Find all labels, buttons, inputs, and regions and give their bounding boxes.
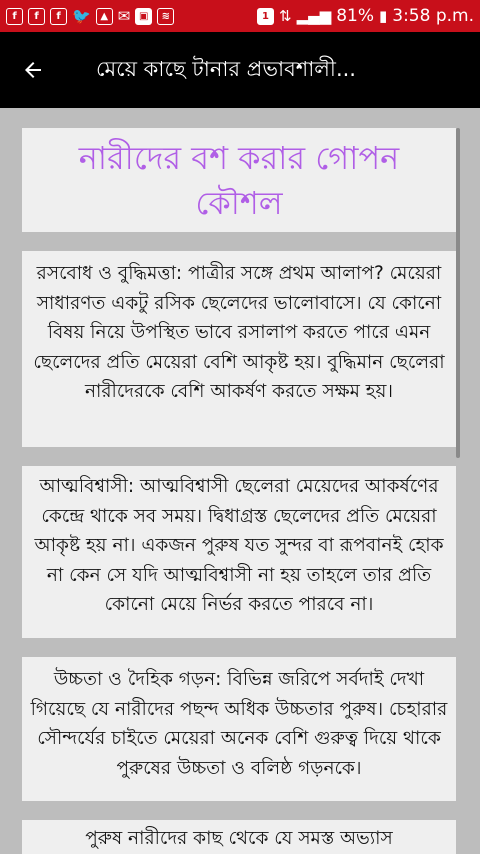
system-indicators [257, 6, 474, 26]
facebook-icon: f [50, 8, 67, 25]
text-card: আত্মবিশ্বাসী: আত্মবিশ্বাসী ছেলেরা মেয়েদের আকর্ষণের কেন্দ্রে থাকে সব সময়। দ্বিধাগ্রস্ত ছেলেদের প্রতি মেয়েরা আকৃষ্ট হয় না। একজন পুরুষ যত সুন্দর বা রূপবানই হোক না কেন সে যদি আত্মবিশ্বাসী না হয় তাহলে তার প্রতি কোনো মেয়ে নির্ভর করতে পারবে না। [22, 466, 456, 638]
signal-icon: ▂▄▆ [296, 6, 332, 25]
scrollbar[interactable] [456, 128, 460, 458]
facebook-icon: f [6, 8, 23, 25]
clock: 3:58 p.m. [392, 6, 474, 26]
article-scroll-area[interactable] [0, 108, 480, 854]
battery-icon: ▮ [378, 6, 388, 25]
facebook-icon: f [28, 8, 45, 25]
arrow-left-icon [21, 58, 45, 82]
notification-icons [6, 8, 174, 25]
text-card: পুরুষ নারীদের কাছ থেকে যে সমস্ত অভ্যাস [22, 820, 456, 854]
heading-card: নারীদের বশ করার গোপন কৌশল [22, 128, 456, 232]
back-button[interactable] [0, 32, 66, 108]
wifi-icon: ≋ [157, 8, 174, 25]
image-icon: ▲ [96, 8, 113, 25]
status-bar [0, 0, 480, 32]
twitter-icon: 🐦 [72, 6, 91, 25]
text-card: উচ্চতা ও দৈহিক গড়ন: বিভিন্ন জরিপে সর্বদাই দেখা গিয়েছে যে নারীদের পছন্দ অধিক উচ্চতার পুরুষ। চেহারার সৌন্দর্যের চাইতে মেয়েরা অনেক বেশি গুরুত্ব দিয়ে থাকে পুরুষের উচ্চতা ও বলিষ্ঠ গড়নকে। [22, 657, 456, 801]
text-card: রসবোধ ও বুদ্ধিমত্তা: পাত্রীর সঙ্গে প্রথম আলাপ? মেয়েরা সাধারণত একটু রসিক ছেলেদের ভালোবাসে। যে কোনো বিষয় নিয়ে উপস্থিত ভাবে রসালাপ করতে পারে এমন ছেলেদের প্রতি মেয়েরা বেশি আকৃষ্ট হয়। বুদ্ধিমান ছেলেরা নারীদেরকে বেশি আকর্ষণ করতে সক্ষম হয়। [22, 251, 456, 447]
app-icon: ▣ [135, 8, 152, 25]
data-icon: ⇅ [279, 6, 292, 25]
page-title: মেয়ে কাছে টানার প্রভাবশালী... [96, 56, 356, 81]
app-bar [0, 32, 480, 108]
notification-count-badge: 1 [257, 8, 274, 25]
battery-percent: 81% [336, 6, 374, 26]
mail-icon: ✉ [117, 6, 131, 25]
